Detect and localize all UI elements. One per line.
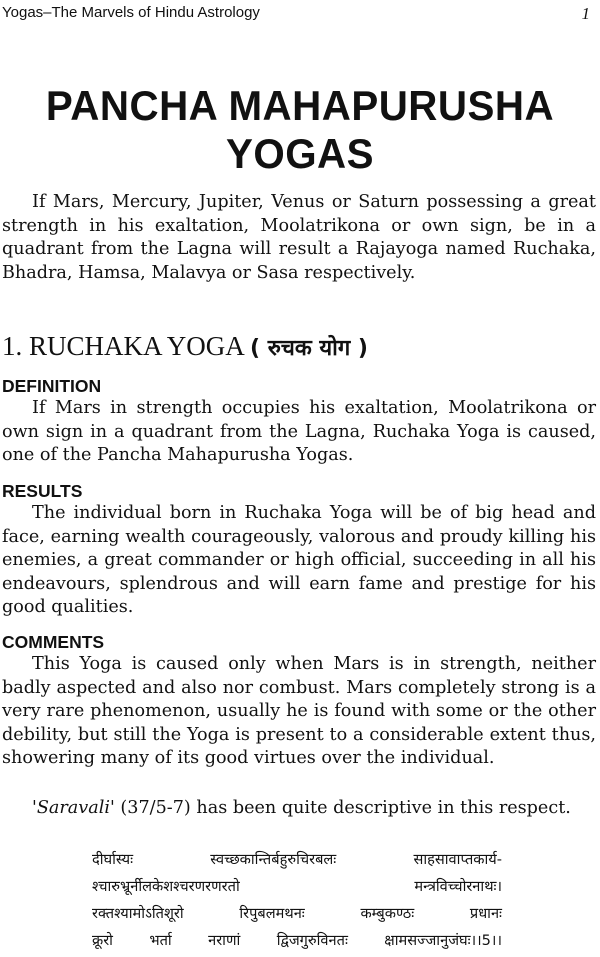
verse-word: भर्ता: [149, 932, 172, 949]
verse-word: मन्त्रविच्चोरनाथः।: [414, 878, 502, 895]
comments-heading: COMMENTS: [2, 632, 105, 652]
saravali-text: (37/5-7) has been quite descriptive in this respect.: [120, 798, 571, 818]
section-heading-devanagari: ( रुचक योग ): [250, 336, 368, 361]
verse-word: स्वच्छकान्तिर्बहुरुचिरबलः: [210, 851, 337, 868]
saravali-title: 'Saravali': [32, 798, 115, 818]
verse-line: [92, 900, 502, 927]
verse-word: प्रधानः: [469, 905, 502, 922]
verse-line: [92, 927, 502, 954]
running-head: [2, 4, 590, 24]
verse-word: नराणां: [208, 932, 241, 949]
verse-word: क्षामसज्जानुजंघः।।5।।: [384, 932, 502, 949]
definition-heading: DEFINITION: [2, 376, 102, 396]
verse-word: श्चारुभ्रूर्नीलकेशश्चरणरणरतो: [92, 878, 240, 895]
verse-word: रक्तश्यामोऽतिशूरो: [92, 905, 184, 922]
verse-line: [92, 846, 502, 873]
comments-paragraph: This Yoga is caused only when Mars is in strength, neither badly aspected and also nor combust. Mars completely strong is a very rare phenomenon, usually he is found with some or the other debility, but still the Yoga is present to a considerable extent thus, showering many of its good virtues over the individual.: [2, 654, 596, 769]
verse-word: साहसावाप्तकार्य-: [413, 851, 502, 868]
chapter-title-line-2: YOGAS: [225, 130, 375, 177]
chapter-title-line-1: PANCHA MAHAPURUSHA: [45, 82, 555, 129]
verse-word: दीर्घास्यः: [92, 851, 134, 868]
verse-line: [92, 873, 502, 900]
page-number: 1: [581, 4, 590, 23]
definition-paragraph: If Mars in strength occupies his exaltation, Moolatrikona or own sign in a quadrant from the Lagna, Ruchaka Yoga is caused, one of the Pancha Mahapurusha Yogas.: [2, 398, 596, 466]
verse-word: कम्बुकण्ठः: [360, 905, 415, 922]
section-heading: [2, 330, 368, 365]
section-heading-text: 1. RUCHAKA YOGA: [2, 331, 244, 361]
chapter-title: [12, 82, 588, 178]
sanskrit-verse: [92, 846, 502, 954]
intro-paragraph: If Mars, Mercury, Jupiter, Venus or Saturn possessing a great strength in his exaltation, Moolatrikona or own sign, be in a quadrant from the Lagna will result a Rajayoga named Ruchaka, Bhadra, Hamsa, Malavya or Sasa respectively.: [2, 192, 596, 283]
verse-word: रिपुबलमथनः: [239, 905, 305, 922]
saravali-paragraph: [2, 797, 596, 821]
verse-word: क्रूरो: [92, 932, 113, 949]
verse-word: द्विजगुरुविनतः: [276, 932, 348, 949]
book-title: Yogas–The Marvels of Hindu Astrology: [2, 4, 260, 21]
results-heading: RESULTS: [2, 481, 83, 501]
results-paragraph: The individual born in Ruchaka Yoga will be of big head and face, earning wealth courageously, valorous and proudy killing his enemies, a great commander or high official, succeeding in all his endeavours, splendrous and will earn fame and prestige for his good qualities.: [2, 503, 596, 618]
